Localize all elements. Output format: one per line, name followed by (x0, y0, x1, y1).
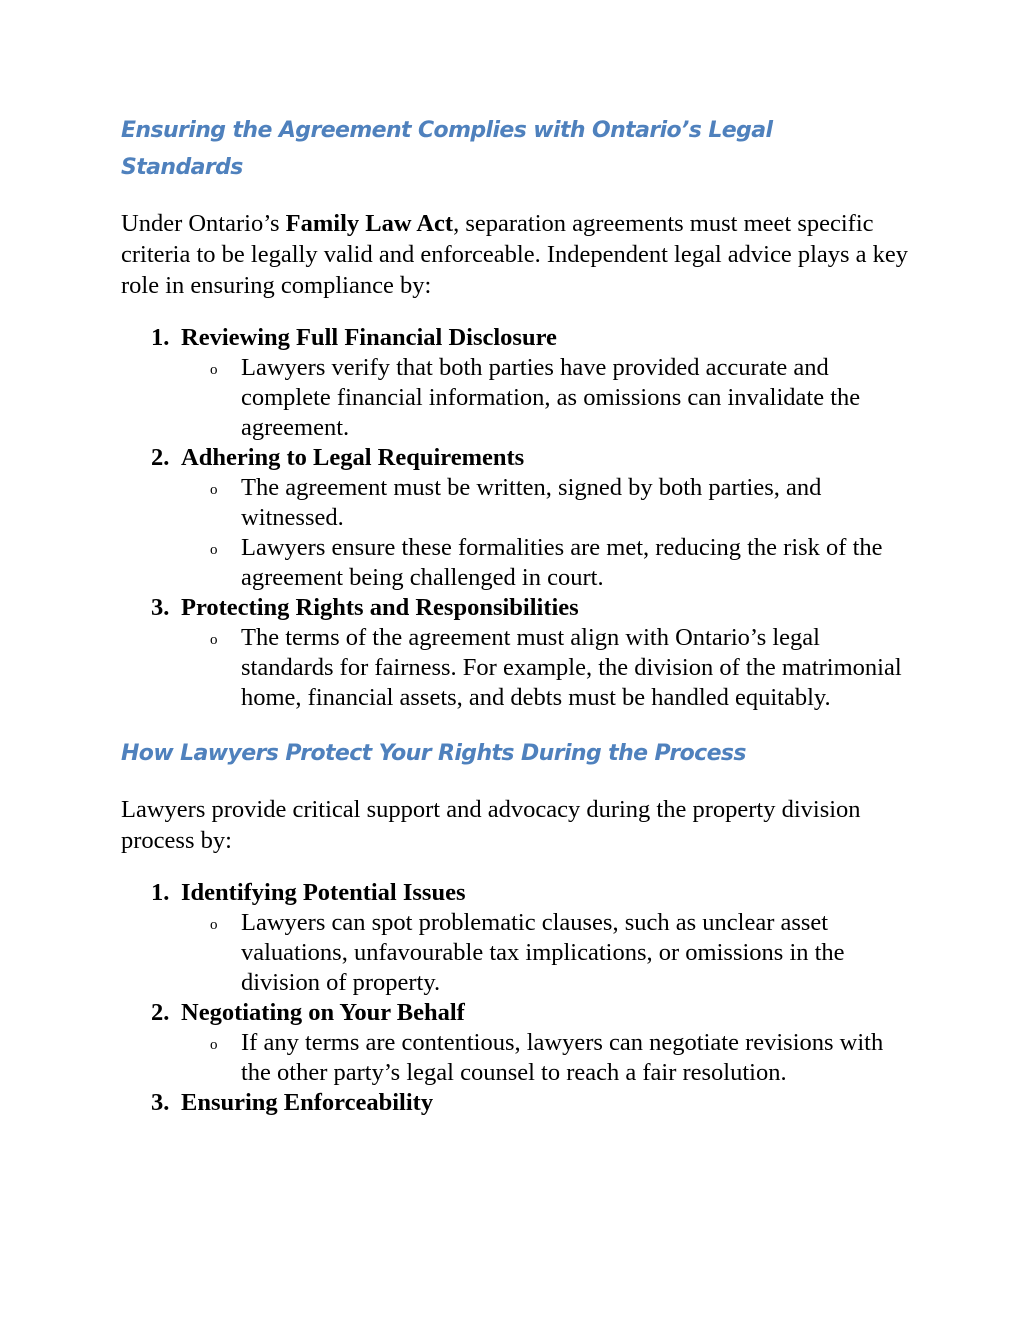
item-title: Reviewing Full Financial Disclosure (181, 324, 557, 351)
sub-item (181, 353, 911, 443)
item-title: Ensuring Enforceability (181, 1089, 434, 1116)
item-number: 3. (151, 594, 170, 621)
sub-item (181, 1028, 911, 1088)
sub-item (181, 533, 911, 593)
item-title: Negotiating on Your Behalf (181, 999, 465, 1026)
sub-item-text: Lawyers verify that both parties have provided accurate and complete financial information, as omissions can invalidate the agreement. (241, 354, 861, 441)
item-number: 1. (151, 879, 170, 906)
sub-item (181, 473, 911, 533)
family-law-act-bold: Family Law Act (285, 210, 454, 237)
document-page (121, 112, 911, 1118)
list-item (121, 878, 911, 998)
sub-list (181, 473, 911, 593)
circle-bullet-icon: o (210, 917, 218, 933)
compliance-list (121, 323, 911, 713)
circle-bullet-icon: o (210, 632, 218, 648)
intro-paragraph-compliance (121, 208, 911, 301)
sub-list (181, 908, 911, 998)
circle-bullet-icon: o (210, 542, 218, 558)
sub-item-text: Lawyers can spot problematic clauses, such as unclear asset valuations, unfavourable tax implications, or omissions in the division of property. (241, 909, 845, 996)
list-item (121, 323, 911, 443)
sub-item-text: If any terms are contentious, lawyers can negotiate revisions with the other party’s legal counsel to reach a fair resolution. (241, 1029, 884, 1086)
intro-prefix: Under Ontario’s (121, 210, 286, 237)
circle-bullet-icon: o (210, 1037, 218, 1053)
circle-bullet-icon: o (210, 362, 218, 378)
item-title: Protecting Rights and Responsibilities (181, 594, 579, 621)
sub-list (181, 1028, 911, 1088)
sub-item-text: Lawyers ensure these formalities are met, reducing the risk of the agreement being challenged in court. (241, 534, 883, 591)
item-number: 1. (151, 324, 170, 351)
sub-item (181, 623, 911, 713)
list-item (121, 443, 911, 593)
item-number: 2. (151, 444, 170, 471)
intro-paragraph-protect-rights: Lawyers provide critical support and advocacy during the property division process by: (121, 796, 861, 854)
sub-item-text: The terms of the agreement must align with Ontario’s legal standards for fairness. For example, the division of the matrimonial home, financial assets, and debts must be handled equitably. (241, 624, 902, 711)
list-item (121, 593, 911, 713)
protect-rights-list (121, 878, 911, 1118)
intro-suffix: , separation agreements must meet specific criteria to be legally valid and enforceable. Independent legal advice plays a key role in ensuring compliance by: (121, 210, 909, 299)
item-number: 2. (151, 999, 170, 1026)
circle-bullet-icon: o (210, 482, 218, 498)
item-title: Identifying Potential Issues (181, 879, 466, 906)
section-heading-compliance: Ensuring the Agreement Complies with Ontario’s Legal Standards (121, 118, 773, 180)
sub-item-text: The agreement must be written, signed by both parties, and witnessed. (241, 474, 822, 531)
item-title: Adhering to Legal Requirements (181, 444, 525, 471)
section-heading-protect-rights: How Lawyers Protect Your Rights During the Process (121, 741, 746, 766)
list-item (121, 1088, 911, 1118)
sub-list (181, 353, 911, 443)
list-item (121, 998, 911, 1088)
item-number: 3. (151, 1089, 170, 1116)
sub-list (181, 623, 911, 713)
sub-item (181, 908, 911, 998)
